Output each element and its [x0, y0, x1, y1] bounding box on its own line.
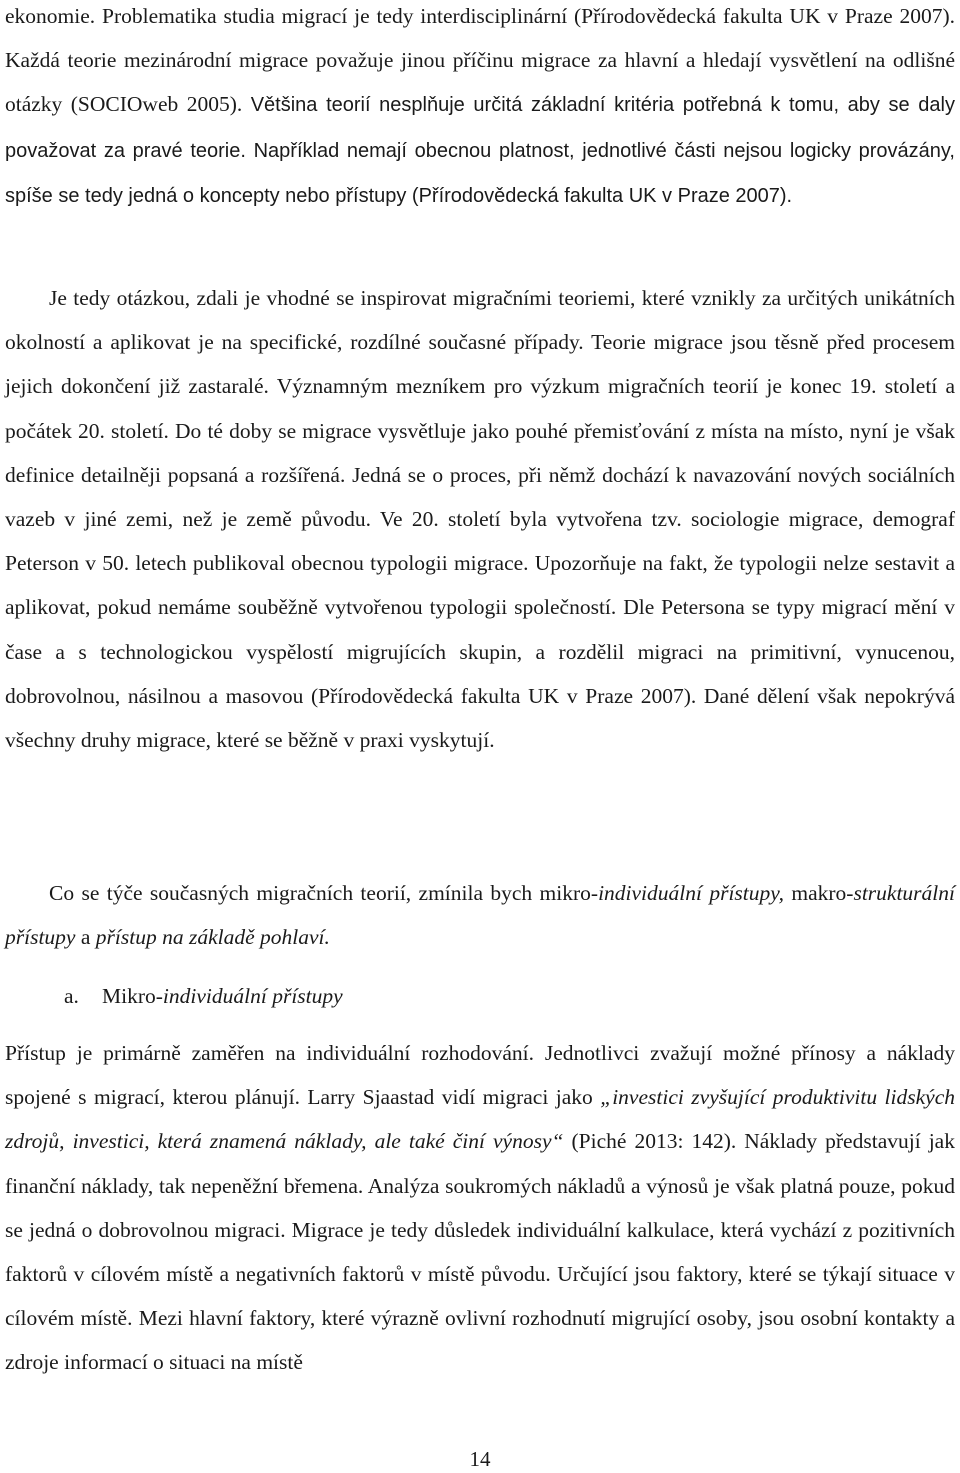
paragraph-intro-part2: Většina teorií nesplňuje určitá základní kritéria potřebná k tomu, aby se daly považovat za pravé teorie. Například nemají obecnou platnost, jednotlivé části nejsou logicky provázány, spíše se tedy jedná o koncepty nebo přístupy (Přírodovědecká fakulta UK v Praze 2007). — [5, 94, 955, 207]
italic-gender-approach: přístup na základě pohlaví. — [95, 925, 330, 950]
heading-italic: individuální přístupy — [162, 984, 343, 1008]
text-segment: (Piché 2013: 142). Náklady představují jak finanční náklady, tak nepeněžní břemena. Analýza soukromých nákladů a výnosů je však platná pouze, pokud se jedná o dobrovolnou migraci. Migrace je tedy důsledek individuální kalkulace, která vychází z pozitivních faktorů v cílovém místě a negativních faktorů v místě původu. Určující jsou faktory, které se týkají situace v cílovém místě. Mezi hlavní faktory, které výrazně ovlivní rozhodnutí migrující osoby, jsou osobní kontakty a zdroje informací o situaci na místě — [5, 1129, 955, 1375]
paragraph-micro-individual — [5, 1031, 955, 1385]
italic-macro-approaches: strukturální přístupy — [5, 881, 955, 950]
heading-prefix: Mikro- — [102, 984, 163, 1008]
text-segment: Přístup je primárně zaměřen na individuální rozhodování. Jednotlivci zvažují možné přínosy a náklady spojené s migrací, kterou plánují. Larry Sjaastad vidí migraci jako — [5, 1041, 955, 1110]
paragraph-current-theories — [5, 871, 955, 959]
italic-quote: „investici zvyšující produktivitu lidských zdrojů, investici, která znamená náklady, ale také činí výnosy“ — [5, 1085, 956, 1154]
text-segment: makro- — [784, 881, 854, 905]
paragraph-intro — [5, 0, 955, 218]
paragraph-migration-theories: Je tedy otázkou, zdali je vhodné se inspirovat migračními teoriemi, které vznikly za určitých unikátních okolností a aplikovat je na specifické, rozdílné současné případy. Teorie migrace jsou těsně před procesem jejich dokončení již zastaralé. Významným mezníkem pro výzkum migračních teorií je konec 19. století a počátek 20. století. Do té doby se migrace vysvětluje jako pouhé přemisťování z místa na místo, nyní je však definice detailněji popsaná a rozšířená. Jedná se o proces, při němž dochází k navazování nových sociálních vazeb v jiné zemi, než je země původu. Ve 20. století byla vytvořena tzv. sociologie migrace, demograf Peterson v 50. letech publikoval obecnou typologii migrace. Upozorňuje na fakt, že typologii nelze sestavit a aplikovat, pokud nemáme souběžně vytvořenou typologii společností. Dle Petersona se typy migrací mění v čase a s technologickou vyspělostí migrujících skupin, a rozdělil migraci na primitivní, vynucenou, dobrovolnou, násilnou a masovou (Přírodovědecká fakulta UK v Praze 2007). Dané dělení však nepokrývá všechny druhy migrace, které se běžně v praxi vyskytují. — [5, 286, 955, 753]
paragraph-intro-part1: ekonomie. Problematika studia migrací je tedy interdisciplinární (Přírodovědecká fakulta UK v Praze 2007). Každá teorie mezinárodní migrace považuje jinou příčinu migrace za hlavní a hledají vysvětlení na odlišné otázky (SOCIOweb 2005). — [5, 4, 955, 117]
heading-number: a. — [64, 984, 79, 1008]
section-heading — [64, 974, 343, 1018]
text-segment: Co se týče současných migračních teorií, zmínila bych mikro- — [49, 881, 599, 905]
page-number: 14 — [469, 1447, 491, 1471]
text-segment: a — [75, 925, 96, 950]
italic-micro-approaches: individuální přístupy, — [598, 881, 784, 905]
